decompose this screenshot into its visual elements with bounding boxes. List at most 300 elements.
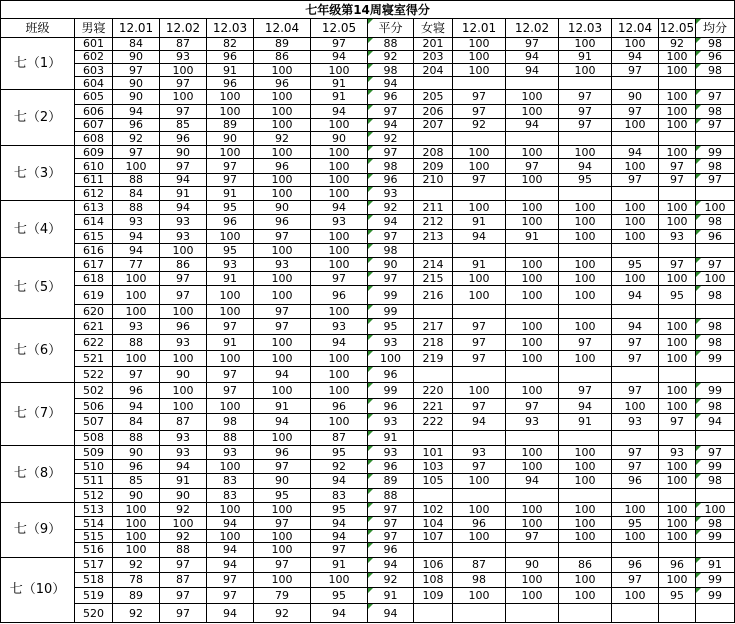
cell-boys-1205: 97 bbox=[311, 543, 368, 557]
cell-girls-1205: 100 bbox=[659, 474, 696, 488]
cell-boys-dorm: 511 bbox=[75, 474, 113, 488]
cell-boys-1204: 97 bbox=[254, 460, 311, 474]
cell-boys-1203: 100 bbox=[207, 104, 254, 118]
cell-girls-1202: 90 bbox=[506, 557, 559, 572]
table-row bbox=[1, 502, 735, 516]
cell-boys-1205: 94 bbox=[311, 604, 368, 623]
cell-girls-1203 bbox=[559, 77, 612, 90]
cell-boys-1202: 90 bbox=[160, 488, 207, 502]
table-row bbox=[1, 366, 735, 382]
cell-boys-avg: 88 bbox=[368, 37, 414, 50]
cell-boys-dorm: 613 bbox=[75, 201, 113, 215]
cell-boys-1204: 79 bbox=[254, 588, 311, 604]
cell-boys-1205: 87 bbox=[311, 430, 368, 445]
cell-girls-1203: 100 bbox=[559, 318, 612, 334]
cell-boys-1205: 93 bbox=[311, 318, 368, 334]
cell-boys-dorm: 513 bbox=[75, 502, 113, 516]
table-row bbox=[1, 186, 735, 200]
header-girls-1201: 12.01 bbox=[453, 19, 506, 37]
cell-boys-dorm: 506 bbox=[75, 399, 113, 414]
cell-boys-dorm: 515 bbox=[75, 530, 113, 543]
cell-girls-1205: 100 bbox=[659, 399, 696, 414]
cell-girls-1201: 100 bbox=[453, 63, 506, 76]
cell-girls-dorm: 106 bbox=[414, 557, 453, 572]
cell-girls-dorm: 218 bbox=[414, 335, 453, 351]
cell-boys-1201: 84 bbox=[113, 186, 160, 200]
cell-girls-dorm: 213 bbox=[414, 229, 453, 243]
cell-girls-avg bbox=[696, 243, 735, 257]
cell-girls-1203: 94 bbox=[559, 399, 612, 414]
cell-boys-1205: 94 bbox=[311, 104, 368, 118]
cell-boys-avg: 96 bbox=[368, 543, 414, 557]
cell-boys-1204: 97 bbox=[254, 304, 311, 318]
cell-girls-1205 bbox=[659, 132, 696, 146]
cell-girls-1204 bbox=[612, 604, 659, 623]
cell-girls-1204: 93 bbox=[612, 414, 659, 430]
cell-girls-1204: 100 bbox=[612, 502, 659, 516]
cell-boys-avg: 88 bbox=[368, 488, 414, 502]
cell-girls-1204: 94 bbox=[612, 318, 659, 334]
cell-boys-dorm: 512 bbox=[75, 488, 113, 502]
cell-girls-avg: 97 bbox=[696, 445, 735, 459]
cell-boys-1201: 90 bbox=[113, 445, 160, 459]
cell-girls-1205: 100 bbox=[659, 63, 696, 76]
cell-girls-1204 bbox=[612, 304, 659, 318]
cell-boys-1204: 97 bbox=[254, 229, 311, 243]
cell-girls-1205: 92 bbox=[659, 37, 696, 50]
cell-boys-1201: 100 bbox=[113, 286, 160, 304]
cell-girls-1205: 97 bbox=[659, 159, 696, 173]
cell-girls-dorm: 209 bbox=[414, 159, 453, 173]
cell-boys-1205: 94 bbox=[311, 474, 368, 488]
cell-boys-1204: 100 bbox=[254, 286, 311, 304]
cell-girls-1202 bbox=[506, 304, 559, 318]
cell-boys-avg: 92 bbox=[368, 572, 414, 587]
cell-boys-avg: 96 bbox=[368, 173, 414, 186]
cell-girls-avg: 98 bbox=[696, 159, 735, 173]
table-row bbox=[1, 604, 735, 623]
cell-boys-1202: 100 bbox=[160, 63, 207, 76]
class-label: 七（1） bbox=[1, 37, 75, 90]
cell-boys-1202: 93 bbox=[160, 430, 207, 445]
cell-boys-1202: 100 bbox=[160, 382, 207, 398]
cell-girls-1201: 91 bbox=[453, 257, 506, 271]
cell-boys-1205: 90 bbox=[311, 132, 368, 146]
cell-boys-1203: 88 bbox=[207, 430, 254, 445]
table-row bbox=[1, 488, 735, 502]
cell-girls-avg: 97 bbox=[696, 173, 735, 186]
cell-girls-dorm: 221 bbox=[414, 399, 453, 414]
cell-boys-1203: 97 bbox=[207, 318, 254, 334]
cell-boys-1202: 90 bbox=[160, 366, 207, 382]
cell-boys-1204: 90 bbox=[254, 201, 311, 215]
cell-boys-1201: 90 bbox=[113, 50, 160, 63]
cell-boys-1202: 97 bbox=[160, 104, 207, 118]
cell-boys-1203: 100 bbox=[207, 304, 254, 318]
cell-girls-1201 bbox=[453, 430, 506, 445]
table-row bbox=[1, 543, 735, 557]
cell-girls-1201: 100 bbox=[453, 286, 506, 304]
cell-boys-dorm: 615 bbox=[75, 229, 113, 243]
cell-girls-1201 bbox=[453, 243, 506, 257]
cell-boys-avg: 96 bbox=[368, 399, 414, 414]
table-row bbox=[1, 286, 735, 304]
cell-girls-1204: 100 bbox=[612, 272, 659, 286]
table-row bbox=[1, 50, 735, 63]
cell-boys-dorm: 614 bbox=[75, 215, 113, 229]
cell-boys-1201: 94 bbox=[113, 104, 160, 118]
cell-boys-1205: 94 bbox=[311, 335, 368, 351]
cell-boys-dorm: 612 bbox=[75, 186, 113, 200]
cell-boys-dorm: 605 bbox=[75, 90, 113, 104]
cell-girls-dorm: 206 bbox=[414, 104, 453, 118]
cell-girls-1204: 100 bbox=[612, 229, 659, 243]
cell-boys-1201: 89 bbox=[113, 588, 160, 604]
cell-girls-1202: 100 bbox=[506, 257, 559, 271]
cell-girls-avg bbox=[696, 304, 735, 318]
cell-boys-1203: 91 bbox=[207, 63, 254, 76]
cell-boys-1204: 97 bbox=[254, 557, 311, 572]
cell-girls-1205: 100 bbox=[659, 351, 696, 366]
cell-boys-1204: 92 bbox=[254, 132, 311, 146]
cell-girls-1205: 100 bbox=[659, 516, 696, 529]
cell-boys-1202: 93 bbox=[160, 335, 207, 351]
header-girls-dorm: 女寝 bbox=[414, 19, 453, 37]
cell-boys-avg: 94 bbox=[368, 215, 414, 229]
cell-boys-1204: 100 bbox=[254, 146, 311, 159]
cell-boys-avg: 99 bbox=[368, 382, 414, 398]
cell-boys-1203: 97 bbox=[207, 382, 254, 398]
cell-girls-1204: 94 bbox=[612, 50, 659, 63]
cell-boys-dorm: 620 bbox=[75, 304, 113, 318]
table-row bbox=[1, 445, 735, 459]
cell-boys-1204: 96 bbox=[254, 77, 311, 90]
class-label: 七（10） bbox=[1, 557, 75, 622]
cell-girls-dorm: 220 bbox=[414, 382, 453, 398]
cell-boys-avg: 92 bbox=[368, 132, 414, 146]
cell-boys-1204: 86 bbox=[254, 50, 311, 63]
header-girls-avg: 均分 bbox=[696, 19, 735, 37]
cell-boys-1203: 97 bbox=[207, 588, 254, 604]
cell-boys-1204: 96 bbox=[254, 215, 311, 229]
cell-boys-dorm: 516 bbox=[75, 543, 113, 557]
cell-boys-1203: 97 bbox=[207, 159, 254, 173]
cell-girls-1204 bbox=[612, 488, 659, 502]
cell-girls-1203: 100 bbox=[559, 572, 612, 587]
cell-boys-1201: 100 bbox=[113, 304, 160, 318]
cell-girls-1202 bbox=[506, 604, 559, 623]
class-label: 七（9） bbox=[1, 502, 75, 557]
cell-girls-1205: 97 bbox=[659, 414, 696, 430]
cell-girls-avg: 99 bbox=[696, 351, 735, 366]
cell-boys-1202: 96 bbox=[160, 132, 207, 146]
cell-boys-1201: 93 bbox=[113, 318, 160, 334]
cell-boys-1204: 94 bbox=[254, 366, 311, 382]
class-label: 七（5） bbox=[1, 257, 75, 318]
cell-girls-1201: 96 bbox=[453, 516, 506, 529]
header-class: 班级 bbox=[1, 19, 75, 37]
cell-boys-1205: 100 bbox=[311, 186, 368, 200]
cell-boys-1205: 100 bbox=[311, 63, 368, 76]
cell-boys-1203: 90 bbox=[207, 132, 254, 146]
cell-girls-1205: 93 bbox=[659, 229, 696, 243]
cell-girls-1204 bbox=[612, 186, 659, 200]
cell-boys-1201: 92 bbox=[113, 132, 160, 146]
cell-boys-1203: 100 bbox=[207, 399, 254, 414]
cell-girls-1203: 100 bbox=[559, 516, 612, 529]
cell-girls-1203: 100 bbox=[559, 146, 612, 159]
cell-girls-dorm: 103 bbox=[414, 460, 453, 474]
cell-girls-1201: 100 bbox=[453, 201, 506, 215]
table-row bbox=[1, 272, 735, 286]
cell-girls-avg bbox=[696, 77, 735, 90]
table-row bbox=[1, 229, 735, 243]
cell-girls-1203: 100 bbox=[559, 588, 612, 604]
cell-girls-avg bbox=[696, 543, 735, 557]
cell-girls-1204: 100 bbox=[612, 215, 659, 229]
cell-girls-1204 bbox=[612, 430, 659, 445]
cell-boys-1202: 93 bbox=[160, 50, 207, 63]
cell-boys-1202: 91 bbox=[160, 474, 207, 488]
cell-girls-1204: 96 bbox=[612, 474, 659, 488]
cell-girls-dorm: 222 bbox=[414, 414, 453, 430]
cell-boys-1204: 100 bbox=[254, 335, 311, 351]
cell-boys-dorm: 609 bbox=[75, 146, 113, 159]
cell-boys-avg: 93 bbox=[368, 335, 414, 351]
cell-boys-dorm: 514 bbox=[75, 516, 113, 529]
cell-boys-avg: 97 bbox=[368, 502, 414, 516]
cell-girls-1203: 100 bbox=[559, 272, 612, 286]
cell-girls-dorm: 216 bbox=[414, 286, 453, 304]
cell-boys-1201: 94 bbox=[113, 229, 160, 243]
cell-boys-1204: 97 bbox=[254, 318, 311, 334]
cell-boys-dorm: 502 bbox=[75, 382, 113, 398]
cell-boys-1202: 91 bbox=[160, 186, 207, 200]
cell-boys-1205: 94 bbox=[311, 201, 368, 215]
table-row bbox=[1, 335, 735, 351]
cell-boys-dorm: 509 bbox=[75, 445, 113, 459]
header-boys-1201: 12.01 bbox=[113, 19, 160, 37]
header-boys-1203: 12.03 bbox=[207, 19, 254, 37]
cell-girls-1201 bbox=[453, 132, 506, 146]
cell-boys-1202: 100 bbox=[160, 516, 207, 529]
cell-boys-1204: 100 bbox=[254, 351, 311, 366]
cell-girls-1204 bbox=[612, 77, 659, 90]
cell-boys-1205: 95 bbox=[311, 502, 368, 516]
cell-girls-avg: 99 bbox=[696, 530, 735, 543]
cell-girls-dorm: 207 bbox=[414, 118, 453, 131]
cell-boys-1204: 100 bbox=[254, 572, 311, 587]
cell-girls-1203 bbox=[559, 488, 612, 502]
cell-girls-1202: 100 bbox=[506, 572, 559, 587]
cell-girls-avg: 96 bbox=[696, 50, 735, 63]
cell-boys-1201: 100 bbox=[113, 543, 160, 557]
cell-boys-1204: 100 bbox=[254, 90, 311, 104]
cell-girls-avg: 98 bbox=[696, 63, 735, 76]
table-row bbox=[1, 146, 735, 159]
cell-boys-1204: 100 bbox=[254, 186, 311, 200]
cell-boys-dorm: 519 bbox=[75, 588, 113, 604]
cell-girls-1204: 90 bbox=[612, 90, 659, 104]
cell-girls-avg bbox=[696, 430, 735, 445]
cell-boys-1201: 92 bbox=[113, 604, 160, 623]
cell-girls-dorm: 208 bbox=[414, 146, 453, 159]
cell-girls-dorm: 210 bbox=[414, 173, 453, 186]
cell-girls-dorm bbox=[414, 543, 453, 557]
cell-girls-1203 bbox=[559, 543, 612, 557]
cell-boys-1202: 87 bbox=[160, 414, 207, 430]
cell-girls-1202: 100 bbox=[506, 146, 559, 159]
cell-girls-avg: 99 bbox=[696, 382, 735, 398]
cell-girls-avg: 98 bbox=[696, 318, 735, 334]
table-row bbox=[1, 318, 735, 334]
cell-boys-1201: 97 bbox=[113, 63, 160, 76]
cell-girls-1201: 94 bbox=[453, 229, 506, 243]
cell-girls-1201: 97 bbox=[453, 90, 506, 104]
cell-boys-dorm: 518 bbox=[75, 572, 113, 587]
table-row bbox=[1, 460, 735, 474]
cell-boys-dorm: 521 bbox=[75, 351, 113, 366]
cell-boys-1203: 100 bbox=[207, 286, 254, 304]
cell-girls-1205: 100 bbox=[659, 572, 696, 587]
cell-boys-1203: 93 bbox=[207, 445, 254, 459]
table-row bbox=[1, 588, 735, 604]
cell-girls-1202 bbox=[506, 488, 559, 502]
cell-boys-avg: 92 bbox=[368, 50, 414, 63]
cell-girls-1203 bbox=[559, 366, 612, 382]
cell-girls-1205: 100 bbox=[659, 272, 696, 286]
cell-boys-avg: 97 bbox=[368, 530, 414, 543]
cell-boys-1202: 97 bbox=[160, 286, 207, 304]
cell-girls-1204: 94 bbox=[612, 146, 659, 159]
cell-boys-1202: 97 bbox=[160, 77, 207, 90]
cell-boys-1203: 100 bbox=[207, 502, 254, 516]
cell-girls-1203: 97 bbox=[559, 118, 612, 131]
cell-boys-1201: 84 bbox=[113, 37, 160, 50]
cell-girls-1203: 100 bbox=[559, 257, 612, 271]
cell-boys-dorm: 603 bbox=[75, 63, 113, 76]
table-row bbox=[1, 118, 735, 131]
cell-boys-1205: 83 bbox=[311, 488, 368, 502]
cell-girls-1202: 100 bbox=[506, 318, 559, 334]
cell-girls-dorm: 101 bbox=[414, 445, 453, 459]
cell-girls-1203 bbox=[559, 186, 612, 200]
cell-boys-dorm: 607 bbox=[75, 118, 113, 131]
cell-girls-1202 bbox=[506, 77, 559, 90]
cell-boys-1205: 100 bbox=[311, 414, 368, 430]
cell-boys-1203: 89 bbox=[207, 118, 254, 131]
cell-boys-1203: 100 bbox=[207, 146, 254, 159]
cell-girls-1202: 94 bbox=[506, 474, 559, 488]
cell-girls-1205: 100 bbox=[659, 382, 696, 398]
cell-girls-1205: 100 bbox=[659, 335, 696, 351]
cell-boys-1201: 94 bbox=[113, 399, 160, 414]
cell-boys-dorm: 611 bbox=[75, 173, 113, 186]
cell-girls-dorm: 201 bbox=[414, 37, 453, 50]
cell-girls-1201: 100 bbox=[453, 50, 506, 63]
cell-girls-1204 bbox=[612, 366, 659, 382]
cell-boys-1203: 97 bbox=[207, 366, 254, 382]
cell-boys-1205: 100 bbox=[311, 572, 368, 587]
cell-girls-dorm: 102 bbox=[414, 502, 453, 516]
header-boys-1205: 12.05 bbox=[311, 19, 368, 37]
cell-boys-dorm: 608 bbox=[75, 132, 113, 146]
cell-girls-avg: 100 bbox=[696, 272, 735, 286]
cell-boys-1204: 100 bbox=[254, 502, 311, 516]
cell-boys-1202: 85 bbox=[160, 118, 207, 131]
cell-boys-avg: 94 bbox=[368, 604, 414, 623]
cell-boys-1204: 91 bbox=[254, 399, 311, 414]
cell-boys-1201: 88 bbox=[113, 173, 160, 186]
cell-boys-avg: 99 bbox=[368, 286, 414, 304]
cell-boys-1204: 100 bbox=[254, 173, 311, 186]
cell-boys-avg: 97 bbox=[368, 104, 414, 118]
cell-boys-1202: 86 bbox=[160, 257, 207, 271]
cell-girls-1202: 100 bbox=[506, 286, 559, 304]
cell-boys-1201: 90 bbox=[113, 90, 160, 104]
cell-girls-avg: 97 bbox=[696, 90, 735, 104]
cell-girls-1202: 97 bbox=[506, 37, 559, 50]
cell-girls-dorm bbox=[414, 366, 453, 382]
cell-girls-1202: 100 bbox=[506, 460, 559, 474]
cell-girls-avg: 97 bbox=[696, 257, 735, 271]
cell-girls-1201: 87 bbox=[453, 557, 506, 572]
cell-girls-1204: 97 bbox=[612, 445, 659, 459]
cell-boys-1202: 90 bbox=[160, 146, 207, 159]
cell-boys-1201: 97 bbox=[113, 366, 160, 382]
cell-girls-1205 bbox=[659, 430, 696, 445]
table-row bbox=[1, 430, 735, 445]
cell-girls-1204: 97 bbox=[612, 460, 659, 474]
cell-boys-dorm: 522 bbox=[75, 366, 113, 382]
cell-boys-avg: 97 bbox=[368, 516, 414, 529]
cell-girls-1205 bbox=[659, 488, 696, 502]
cell-boys-1201: 94 bbox=[113, 243, 160, 257]
cell-girls-1201: 100 bbox=[453, 272, 506, 286]
cell-girls-1205: 96 bbox=[659, 557, 696, 572]
cell-girls-1202 bbox=[506, 430, 559, 445]
cell-girls-1205: 97 bbox=[659, 257, 696, 271]
cell-girls-dorm: 107 bbox=[414, 530, 453, 543]
cell-girls-1204 bbox=[612, 543, 659, 557]
cell-boys-dorm: 621 bbox=[75, 318, 113, 334]
cell-boys-1205: 100 bbox=[311, 159, 368, 173]
cell-girls-avg: 98 bbox=[696, 516, 735, 529]
cell-boys-1201: 88 bbox=[113, 335, 160, 351]
cell-boys-1201: 92 bbox=[113, 557, 160, 572]
cell-boys-dorm: 618 bbox=[75, 272, 113, 286]
cell-boys-1203: 94 bbox=[207, 543, 254, 557]
cell-girls-dorm: 104 bbox=[414, 516, 453, 529]
cell-girls-avg: 91 bbox=[696, 557, 735, 572]
cell-girls-1201: 97 bbox=[453, 351, 506, 366]
cell-girls-1203 bbox=[559, 243, 612, 257]
table-row bbox=[1, 399, 735, 414]
cell-boys-dorm: 604 bbox=[75, 77, 113, 90]
cell-girls-avg: 97 bbox=[696, 118, 735, 131]
cell-boys-dorm: 510 bbox=[75, 460, 113, 474]
cell-boys-1202: 100 bbox=[160, 90, 207, 104]
table-row bbox=[1, 414, 735, 430]
cell-girls-dorm: 204 bbox=[414, 63, 453, 76]
class-label: 七（3） bbox=[1, 146, 75, 201]
class-label: 七（7） bbox=[1, 382, 75, 445]
cell-girls-1204: 95 bbox=[612, 257, 659, 271]
header-boys-avg: 平分 bbox=[368, 19, 414, 37]
cell-girls-dorm: 219 bbox=[414, 351, 453, 366]
cell-boys-1201: 96 bbox=[113, 382, 160, 398]
cell-girls-1204: 100 bbox=[612, 530, 659, 543]
